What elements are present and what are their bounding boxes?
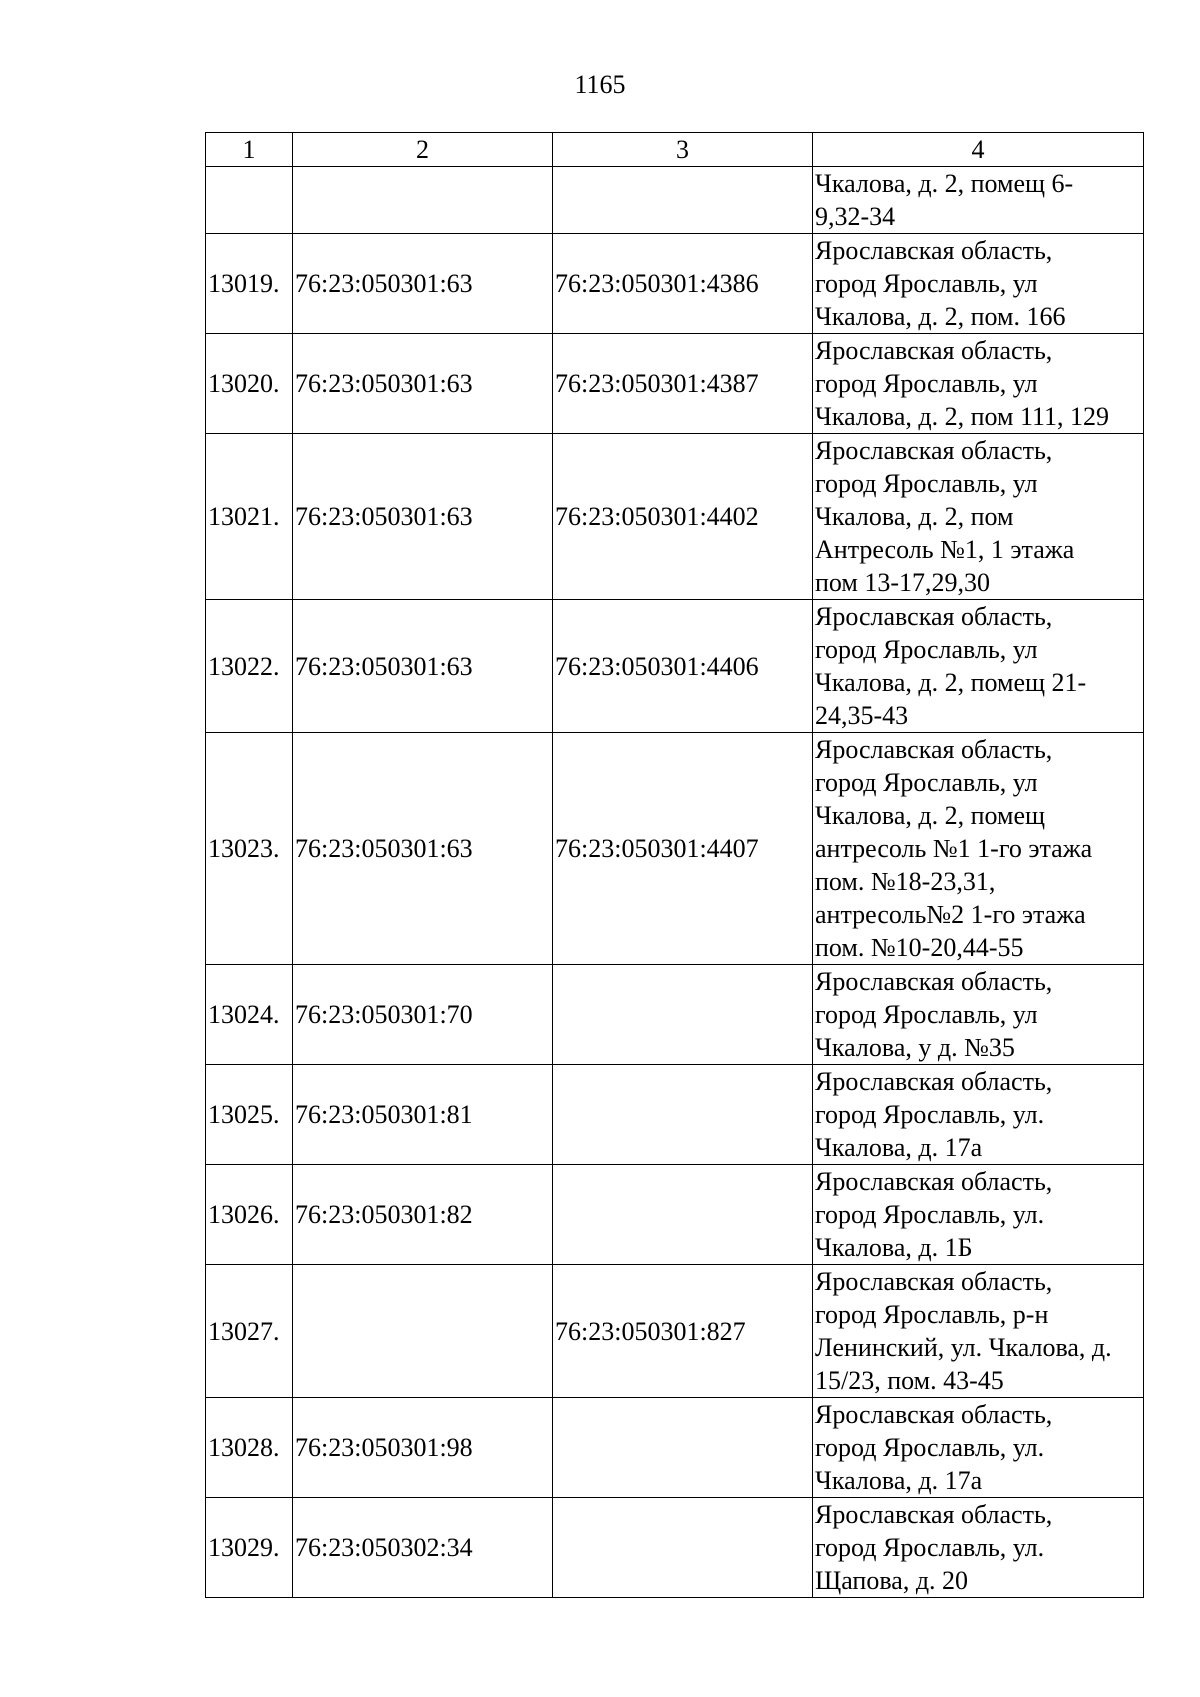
parcel-number-cell: 76:23:050301:82	[293, 1165, 553, 1265]
header-row	[206, 133, 1144, 167]
object-number-cell: 76:23:050301:4387	[553, 334, 813, 434]
parcel-number-cell	[293, 167, 553, 234]
table-row	[206, 234, 1144, 334]
table-row	[206, 965, 1144, 1065]
object-number-cell	[553, 965, 813, 1065]
address-cell: Ярославская область, город Ярославль, ул Чкалова, д. 2, помещ 21- 24,35-43	[813, 600, 1144, 733]
object-number-cell	[553, 1165, 813, 1265]
row-number-cell: 13020.	[206, 334, 293, 434]
address-cell: Ярославская область, город Ярославль, ул Чкалова, д. 2, пом. 166	[813, 234, 1144, 334]
address-cell: Ярославская область, город Ярославль, ул Чкалова, д. 2, пом Антресоль №1, 1 этажа пом 13-17,29,30	[813, 434, 1144, 600]
object-number-cell: 76:23:050301:4386	[553, 234, 813, 334]
parcel-number-cell: 76:23:050301:81	[293, 1065, 553, 1165]
row-number-cell: 13021.	[206, 434, 293, 600]
row-number-cell: 13026.	[206, 1165, 293, 1265]
table-row	[206, 733, 1144, 965]
column-header-3: 3	[553, 133, 813, 167]
row-number-cell: 13029.	[206, 1498, 293, 1598]
address-cell: Ярославская область, город Ярославль, ул Чкалова, у д. №35	[813, 965, 1144, 1065]
parcel-number-cell: 76:23:050301:63	[293, 334, 553, 434]
address-cell: Ярославская область, город Ярославль, ул. Чкалова, д. 1Б	[813, 1165, 1144, 1265]
table-row	[206, 1165, 1144, 1265]
row-number-cell: 13019.	[206, 234, 293, 334]
table-row	[206, 1398, 1144, 1498]
table-row	[206, 600, 1144, 733]
row-number-cell: 13024.	[206, 965, 293, 1065]
parcel-number-cell: 76:23:050301:63	[293, 234, 553, 334]
object-number-cell: 76:23:050301:4406	[553, 600, 813, 733]
row-number-cell: 13028.	[206, 1398, 293, 1498]
parcel-number-cell: 76:23:050301:70	[293, 965, 553, 1065]
row-number-cell: 13027.	[206, 1265, 293, 1398]
object-number-cell	[553, 1498, 813, 1598]
row-number-cell: 13025.	[206, 1065, 293, 1165]
object-number-cell: 76:23:050301:827	[553, 1265, 813, 1398]
registry-table	[205, 132, 1144, 1598]
table-row	[206, 334, 1144, 434]
object-number-cell: 76:23:050301:4407	[553, 733, 813, 965]
address-cell: Ярославская область, город Ярославль, ул. Чкалова, д. 17а	[813, 1398, 1144, 1498]
address-cell: Ярославская область, город Ярославль, р-н Ленинский, ул. Чкалова, д. 15/23, пом. 43-45	[813, 1265, 1144, 1398]
parcel-number-cell	[293, 1265, 553, 1398]
address-cell: Ярославская область, город Ярославль, ул Чкалова, д. 2, пом 111, 129	[813, 334, 1144, 434]
address-cell: Ярославская область, город Ярославль, ул Чкалова, д. 2, помещ антресоль №1 1-го этажа пом. №18-23,31, антресоль№2 1-го этажа пом. №10-20,44-55	[813, 733, 1144, 965]
address-cell: Чкалова, д. 2, помещ 6- 9,32-34	[813, 167, 1144, 234]
object-number-cell	[553, 167, 813, 234]
table-row	[206, 434, 1144, 600]
row-number-cell	[206, 167, 293, 234]
address-cell: Ярославская область, город Ярославль, ул. Чкалова, д. 17а	[813, 1065, 1144, 1165]
table-row	[206, 1265, 1144, 1398]
object-number-cell	[553, 1398, 813, 1498]
table-row	[206, 1065, 1144, 1165]
row-number-cell: 13023.	[206, 733, 293, 965]
table-row	[206, 167, 1144, 234]
address-cell: Ярославская область, город Ярославль, ул. Щапова, д. 20	[813, 1498, 1144, 1598]
parcel-number-cell: 76:23:050301:98	[293, 1398, 553, 1498]
object-number-cell: 76:23:050301:4402	[553, 434, 813, 600]
row-number-cell: 13022.	[206, 600, 293, 733]
column-header-4: 4	[813, 133, 1144, 167]
table-body	[206, 167, 1144, 1598]
column-header-2: 2	[293, 133, 553, 167]
parcel-number-cell: 76:23:050301:63	[293, 733, 553, 965]
object-number-cell	[553, 1065, 813, 1165]
page-number: 1165	[574, 70, 626, 99]
parcel-number-cell: 76:23:050302:34	[293, 1498, 553, 1598]
column-header-1: 1	[206, 133, 293, 167]
parcel-number-cell: 76:23:050301:63	[293, 600, 553, 733]
table-row	[206, 1498, 1144, 1598]
parcel-number-cell: 76:23:050301:63	[293, 434, 553, 600]
